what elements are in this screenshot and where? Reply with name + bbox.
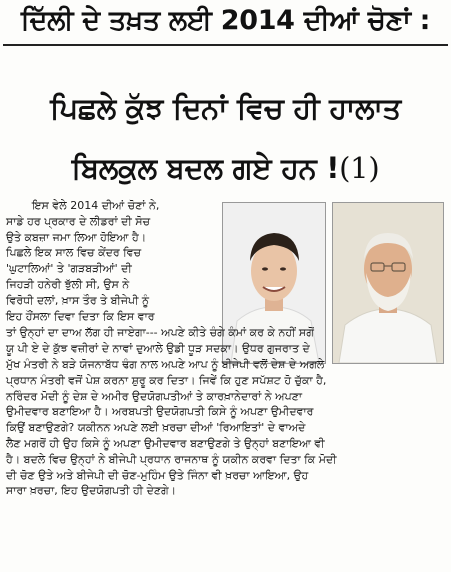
article-line: ਹੈ। ਬਦਲੇ ਵਿਚ ਉਨ੍ਹਾਂ ਨੇ ਬੀਜੇਪੀ ਪ੍ਰਧਾਨ ਰਾਜਨਾਥ ਨੂੰ ਯਕੀਨ ਕਰਵਾ ਦਿਤਾ ਕਿ ਮੋਦੀ <box>6 452 337 466</box>
article-full-width <box>6 325 446 499</box>
article-line: ਵਿਰੋਧੀ ਦਲਾਂ, ਖ਼ਾਸ ਤੌਰ ਤੇ ਬੀਜੇਪੀ ਨੂੰ <box>6 293 150 307</box>
divider <box>3 44 448 46</box>
article-body <box>6 198 448 499</box>
article-line: 'ਘੁਟਾਲਿਆਂ' ਤੇ 'ਗੜਬੜੀਆਂ' ਦੀ <box>6 262 132 276</box>
article-line: ਪ੍ਰਧਾਨ ਮੰਤਰੀ ਵਜੋਂ ਪੇਸ਼ ਕਰਨਾ ਸ਼ੁਰੂ ਕਰ ਦਿਤਾ। ਜਿਵੇਂ ਕਿ ਹੁਣ ਸਪੱਸ਼ਟ ਹੋ ਚੁੱਕਾ ਹੈ, <box>6 373 327 387</box>
headline-line-3-text: ਬਿਲਕੁਲ ਬਦਲ ਗਏ ਹਨ ! <box>71 151 340 185</box>
article-line: ਮੁੱਖ ਮੰਤਰੀ ਨੇ ਬੜੇ ਯੋਜਨਾਬੱਧ ਢੰਗ ਨਾਲ ਅਪਣੇ ਆਪ ਨੂੰ ਬੀਜੇਪੀ ਵਲੋਂ ਦੇਸ਼ ਦੇ ਅਗਲੇ <box>6 357 325 371</box>
article-line: ਸਾਰਾ ਖ਼ਰਚਾ, ਇਹ ਉਦਯੋਗਪਤੀ ਹੀ ਦੇਣਗੇ। <box>6 484 177 498</box>
article-line: ਇਸ ਵੇਲੇ 2014 ਦੀਆਂ ਚੋਣਾਂ ਨੇ, <box>32 199 160 212</box>
article-line: ਉਮੀਦਵਾਰ ਬਣਾਇਆ ਹੈ। ਅਰਬਪਤੀ ਉਦਯੋਗਪਤੀ ਕਿਸੇ ਨੂੰ ਅਪਣਾ ਉਮੀਦਵਾਰ <box>6 405 314 419</box>
article-column <box>6 198 214 324</box>
article-line: ਨਰਿੰਦਰ ਮੋਦੀ ਨੂੰ ਦੇਸ਼ ਦੇ ਅਮੀਰ ਉਦਯੋਗਪਤੀਆਂ ਤੇ ਕਾਰਖ਼ਾਨੇਦਾਰਾਂ ਨੇ ਅਪਣਾ <box>6 389 303 403</box>
article-line: ਸਾਡੇ ਹਰ ਪ੍ਰਕਾਰ ਦੇ ਲੀਡਰਾਂ ਦੀ ਸੋਚ <box>6 214 151 228</box>
article-line: ਤਾਂ ਉਨ੍ਹਾਂ ਦਾ ਦਾਅ ਲੱਗ ਹੀ ਜਾਏਗਾ--- ਅਪਣੇ ਕੀਤੇ ਚੰਗੇ ਕੰਮਾਂ ਕਰ ਕੇ ਨਹੀਂ ਸਗੋਂ <box>6 326 314 340</box>
article-line: ਪਿਛਲੇ ਇਕ ਸਾਲ ਵਿਚ ਕੇਂਦਰ ਵਿਚ <box>6 246 142 260</box>
headline-line-1: ਦਿੱਲੀ ਦੇ ਤਖ਼ਤ ਲਈ 2014 ਦੀਆਂ ਚੋਣਾਂ : <box>20 5 431 36</box>
article-line: ਦੀ ਚੋਣ ਉਤੇ ਅਤੇ ਬੀਜੇਪੀ ਦੀ ਚੋਣ-ਮੁਹਿੰਮ ਉਤੇ ਜਿੰਨਾ ਵੀ ਖ਼ਰਚਾ ਆਇਆ, ਉਹ <box>6 468 309 482</box>
article-line: ਲੈਣ ਮਗਰੋਂ ਹੀ ਉਹ ਕਿਸੇ ਨੂੰ ਅਪਣਾ ਉਮੀਦਵਾਰ ਬਣਾਉਣਗੇ ਤੇ ਉਨ੍ਹਾਂ ਬਣਾਇਆ ਵੀ <box>6 436 325 450</box>
article-line: ਯੂ ਪੀ ਏ ਦੇ ਕੁੱਝ ਵਜ਼ੀਰਾਂ ਦੇ ਨਾਵਾਂ ਦੁਆਲੇ ਉਡੀ ਧੂੜ ਸਦਕਾ। ਉਧਰ ਗੁਜਰਾਤ ਦੇ <box>6 342 310 356</box>
article-line: ਕਿਉਂ ਬਣਾਉਣਗੇ? ਯਕੀਨਨ ਅਪਣੇ ਲਈ ਖ਼ਰਚਾ ਦੀਆਂ 'ਰਿਆਇਤਾਂ' ਦੇ ਵਾਅਦੇ <box>6 421 306 435</box>
article-line: ਇਹ ਹੌਂਸਲਾ ਦਿਵਾ ਦਿਤਾ ਕਿ ਇਸ ਵਾਰ <box>6 309 155 323</box>
part-label: (1) <box>339 151 380 185</box>
headline-line-3 <box>0 148 451 188</box>
article-line: ਉਤੇ ਕਬਜ਼ਾ ਜਮਾ ਲਿਆ ਹੋਇਆ ਹੈ। <box>6 230 147 244</box>
article-line: ਜਿਹੜੀ ਹਨੇਰੀ ਝੁੱਲੀ ਸੀ, ਉਸ ਨੇ <box>6 277 130 291</box>
headline-line-2: ਪਿਛਲੇ ਕੁੱਝ ਦਿਨਾਂ ਵਿਚ ਹੀ ਹਾਲਾਤ <box>50 91 401 125</box>
